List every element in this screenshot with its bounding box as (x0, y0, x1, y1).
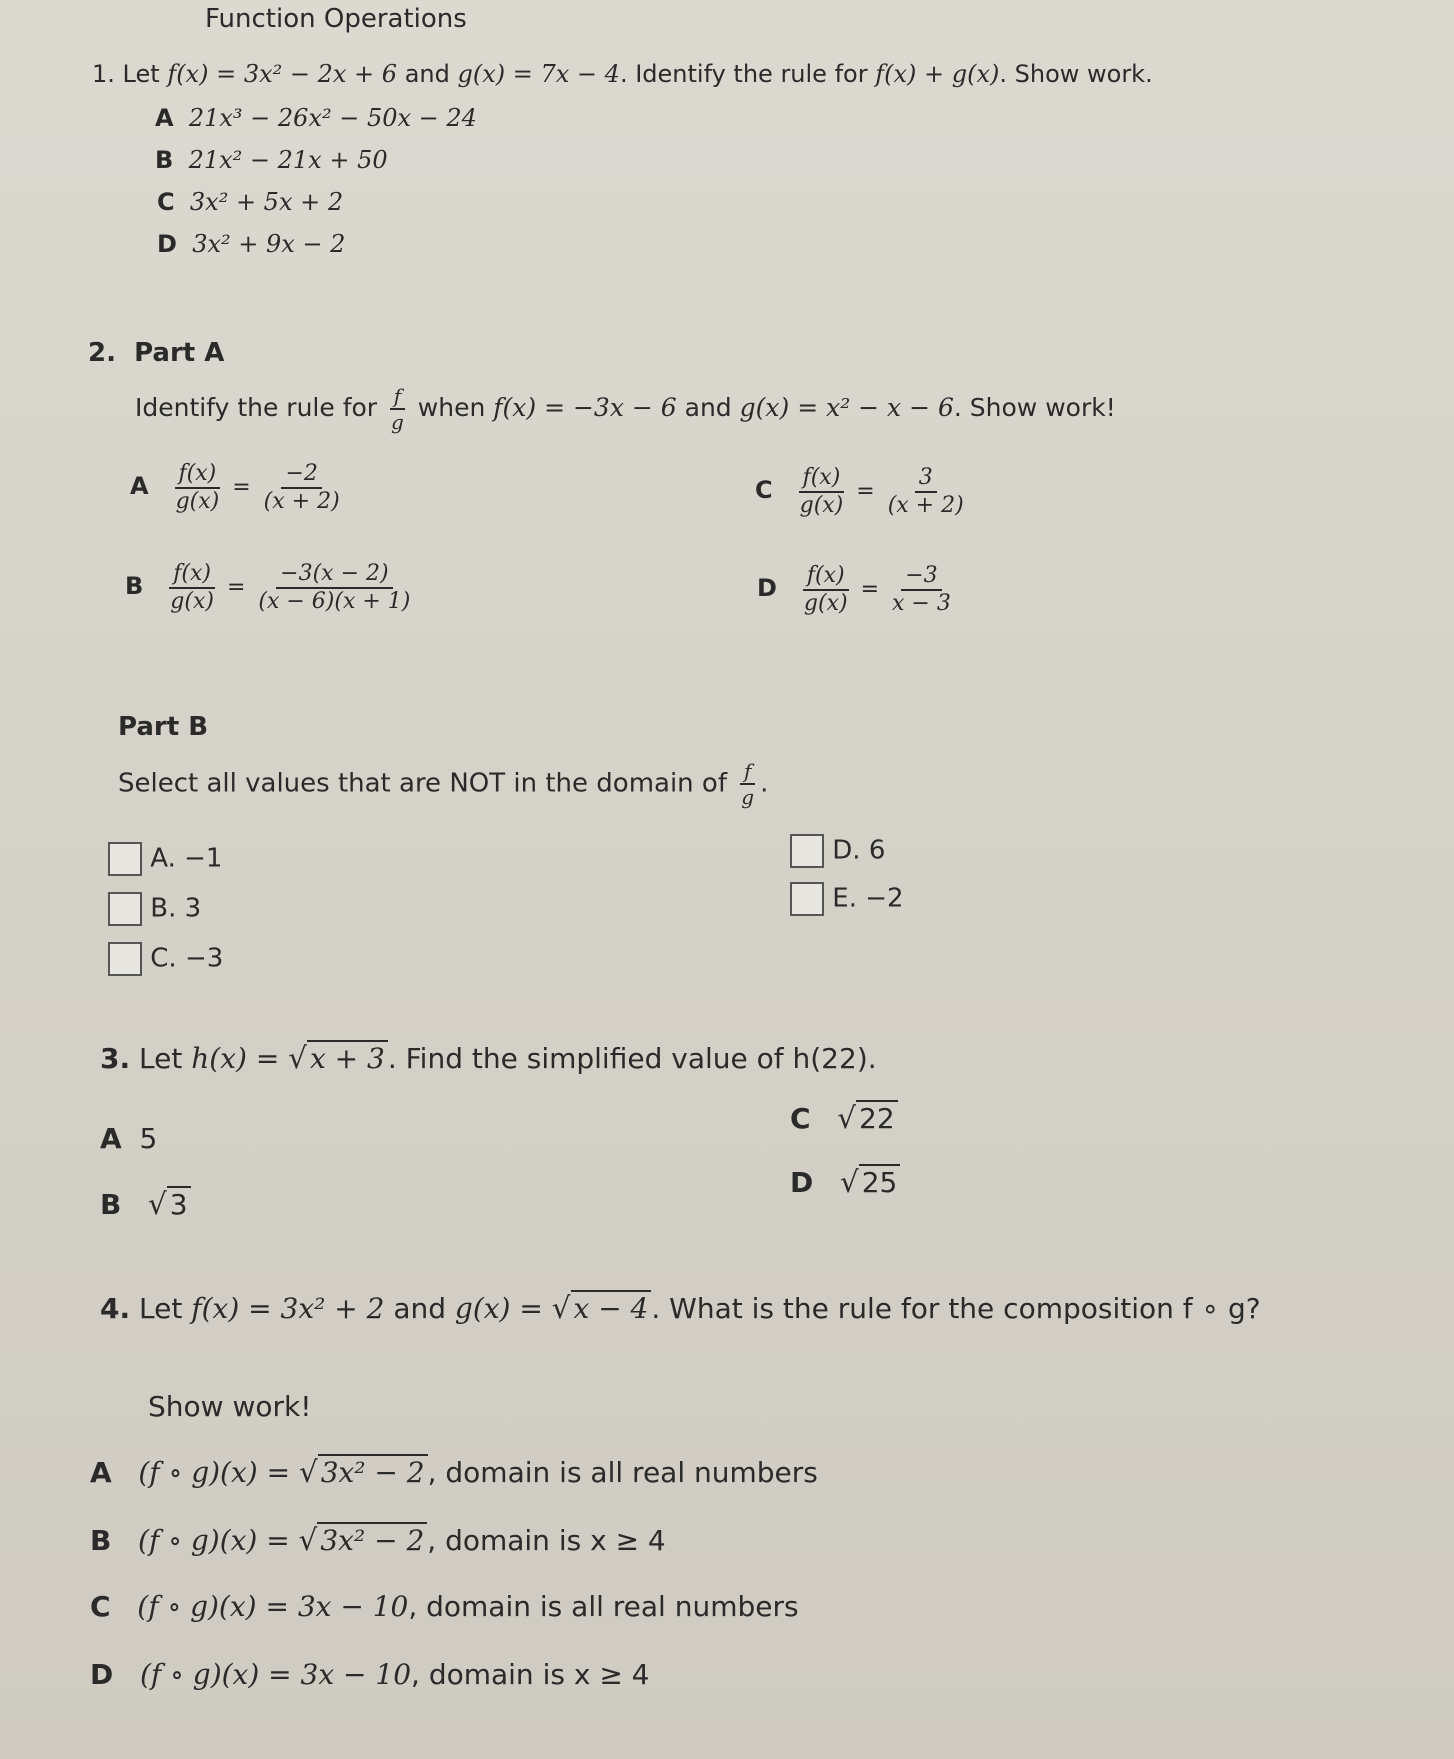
option-letter: A (130, 472, 149, 501)
q4-g: g(x) = (454, 1292, 543, 1325)
frac-num: 3 (915, 466, 937, 493)
sqrt-expression (552, 1290, 652, 1325)
frac-den: x − 3 (892, 591, 951, 617)
option-rest: , domain is x ≥ 4 (427, 1524, 666, 1557)
rhs-fraction (888, 564, 955, 616)
sqrt-icon: √ (148, 1187, 167, 1221)
option-text: 3x² + 5x + 2 (189, 188, 344, 216)
radicand: x − 4 (571, 1290, 652, 1325)
option-letter: A (100, 1122, 122, 1155)
q1-option-d[interactable] (157, 230, 345, 258)
sqrt-expression (288, 1040, 388, 1075)
option-lhs: (f ∘ g)(x) = 3x − 10 (137, 1590, 409, 1623)
radicand: 22 (856, 1100, 898, 1135)
option-letter: C (790, 1102, 811, 1135)
checkbox[interactable] (108, 842, 142, 876)
option-letter: B (155, 146, 174, 174)
frac-num: f(x) (169, 562, 215, 589)
frac-den: g(x) (170, 589, 214, 615)
frac-num: −2 (281, 462, 321, 489)
q2-option-c[interactable] (755, 466, 970, 518)
checkbox[interactable] (108, 942, 142, 976)
q3-number: 3. (100, 1042, 131, 1075)
option-letter: B (100, 1188, 122, 1221)
option-rest: , domain is all real numbers (408, 1590, 799, 1623)
q1-and: and (404, 60, 450, 88)
option-letter: B (90, 1524, 112, 1557)
frac-den: g(x) (175, 489, 220, 515)
q4-lead: Let (139, 1292, 183, 1325)
q3-option-c[interactable] (790, 1100, 898, 1135)
sqrt-expression (837, 1100, 897, 1135)
equals-sign: = (856, 479, 875, 505)
option-letter: C (755, 476, 773, 505)
equals-sign: = (226, 575, 246, 601)
checkbox[interactable] (790, 834, 824, 868)
option-letter: A (90, 1456, 112, 1489)
lhs-fraction (166, 562, 218, 614)
q3-option-b[interactable] (100, 1186, 191, 1221)
radicand: 3x² − 2 (318, 1454, 428, 1489)
f-over-g-fraction (737, 760, 758, 808)
q2-g: g(x) = x² − x − 6 (739, 393, 954, 422)
q1-option-b[interactable] (155, 146, 388, 174)
q4-tail: . What is the rule for the composition f ∘ g? (651, 1292, 1261, 1325)
frac-den: g (741, 785, 755, 809)
q2-prompt-end: . Show work! (953, 393, 1116, 422)
option-rest: , domain is x ≥ 4 (411, 1658, 650, 1691)
checkbox-label: A. −1 (150, 843, 223, 874)
checkbox-option-e[interactable] (790, 882, 904, 916)
q1-number: 1. (92, 60, 115, 88)
q2-and: and (684, 393, 732, 422)
frac-den: g(x) (803, 591, 848, 617)
option-letter: B (125, 572, 144, 601)
option-text: 21x² − 21x + 50 (188, 146, 388, 174)
q2-prompt-mid: when (417, 393, 486, 422)
option-letter: C (90, 1590, 111, 1623)
sqrt-icon: √ (551, 1291, 571, 1325)
radicand: x + 3 (307, 1040, 388, 1075)
frac-num: f(x) (175, 462, 221, 489)
option-letter: D (157, 230, 177, 258)
option-letter: C (157, 188, 175, 216)
q1-end: . Show work. (999, 60, 1153, 88)
sqrt-icon: √ (298, 1523, 318, 1557)
frac-den: (x + 2) (887, 493, 964, 519)
frac-den: (x + 2) (263, 489, 340, 515)
checkbox-label: E. −2 (832, 883, 904, 914)
q4-show-work: Show work! (148, 1390, 312, 1423)
equals-sign: = (232, 475, 251, 501)
q3-option-a[interactable] (100, 1122, 157, 1155)
q1-g: g(x) = 7x − 4 (457, 60, 620, 88)
sqrt-icon: √ (837, 1101, 856, 1135)
radicand: 3x² − 2 (317, 1522, 427, 1557)
option-letter: D (90, 1658, 114, 1691)
q2-option-b[interactable] (125, 562, 416, 614)
sqrt-icon: √ (839, 1165, 859, 1199)
q3-tail: . Find the simplified value of h(22). (387, 1042, 877, 1075)
q4-option-a[interactable] (90, 1454, 818, 1489)
frac-num: f(x) (803, 564, 849, 591)
frac-den: g (391, 410, 404, 434)
q3-stem (100, 1040, 877, 1075)
q2-option-d[interactable] (757, 564, 957, 616)
part-b-prompt-text: Select all values that are NOT in the domain of (118, 768, 727, 799)
part-b-end: . (760, 768, 769, 799)
q4-stem (100, 1290, 1261, 1325)
q2-heading (88, 338, 224, 368)
part-b-label: Part B (118, 712, 209, 742)
option-lhs: (f ∘ g)(x) = (138, 1524, 290, 1557)
sqrt-icon: √ (288, 1041, 307, 1075)
q1-tail: . Identify the rule for (619, 60, 868, 88)
checkbox-option-a[interactable] (108, 842, 222, 876)
q4-number: 4. (100, 1292, 131, 1325)
rhs-fraction (254, 562, 414, 614)
radicand: 3 (167, 1186, 191, 1221)
q4-and: and (393, 1292, 447, 1325)
frac-num: f (740, 760, 755, 785)
checkbox[interactable] (108, 892, 142, 926)
q2-f: f(x) = −3x − 6 (493, 393, 677, 422)
q3-option-d[interactable] (790, 1164, 900, 1199)
sqrt-expression (299, 1522, 428, 1557)
frac-den: (x − 6)(x + 1) (258, 589, 411, 615)
rhs-fraction (260, 462, 344, 514)
option-text: 3x² + 9x − 2 (192, 230, 346, 258)
checkbox-option-b[interactable] (108, 892, 201, 926)
checkbox-option-c[interactable] (108, 942, 223, 976)
part-b-prompt (118, 760, 768, 808)
q1-expr: f(x) + g(x) (875, 60, 1000, 88)
option-text: 21x³ − 26x² − 50x − 24 (188, 104, 477, 132)
q1-lead: Let (122, 60, 160, 88)
checkbox-label: D. 6 (832, 835, 886, 866)
sqrt-expression (840, 1164, 900, 1199)
option-letter: A (155, 104, 174, 132)
option-letter: D (790, 1166, 814, 1199)
option-text: 5 (139, 1122, 158, 1155)
q4-option-b[interactable] (90, 1522, 666, 1557)
frac-num: −3 (901, 564, 941, 591)
option-rest: , domain is all real numbers (427, 1456, 818, 1489)
q1-option-a[interactable] (155, 104, 477, 132)
q1-option-c[interactable] (157, 188, 343, 216)
frac-num: f (390, 385, 405, 410)
option-letter: D (757, 574, 777, 603)
q1-stem (92, 60, 1153, 88)
sqrt-icon: √ (298, 1455, 318, 1489)
q4-option-d[interactable] (90, 1658, 650, 1691)
page-title: Function Operations (205, 4, 467, 34)
option-lhs: (f ∘ g)(x) = 3x − 10 (139, 1658, 412, 1691)
q2-prompt (135, 385, 1116, 433)
equals-sign: = (860, 577, 879, 603)
checkbox-option-d[interactable] (790, 834, 885, 868)
checkbox[interactable] (790, 882, 824, 916)
q4-option-c[interactable] (90, 1590, 799, 1623)
rhs-fraction (884, 466, 968, 518)
checkbox-label: C. −3 (150, 943, 224, 974)
q2-number: 2. (88, 338, 116, 368)
frac-num: −3(x − 2) (276, 562, 392, 589)
radicand: 25 (859, 1164, 901, 1199)
checkbox-label: B. 3 (150, 893, 202, 924)
f-over-g-fraction (387, 385, 408, 433)
lhs-fraction (172, 462, 224, 514)
part-a-label: Part A (134, 338, 225, 368)
q3-lead: Let (139, 1042, 183, 1075)
q3-h: h(x) = (191, 1042, 280, 1075)
lhs-fraction (800, 564, 852, 616)
q2-option-a[interactable] (130, 462, 346, 514)
option-lhs: (f ∘ g)(x) = (138, 1456, 291, 1489)
lhs-fraction (796, 466, 848, 518)
q4-f: f(x) = 3x² + 2 (191, 1292, 385, 1325)
sqrt-expression (299, 1454, 428, 1489)
frac-den: g(x) (799, 493, 844, 519)
sqrt-expression (148, 1186, 191, 1221)
q2-prompt-lead: Identify the rule for (135, 393, 378, 422)
frac-num: f(x) (799, 466, 845, 493)
q1-f: f(x) = 3x² − 2x + 6 (167, 60, 398, 88)
